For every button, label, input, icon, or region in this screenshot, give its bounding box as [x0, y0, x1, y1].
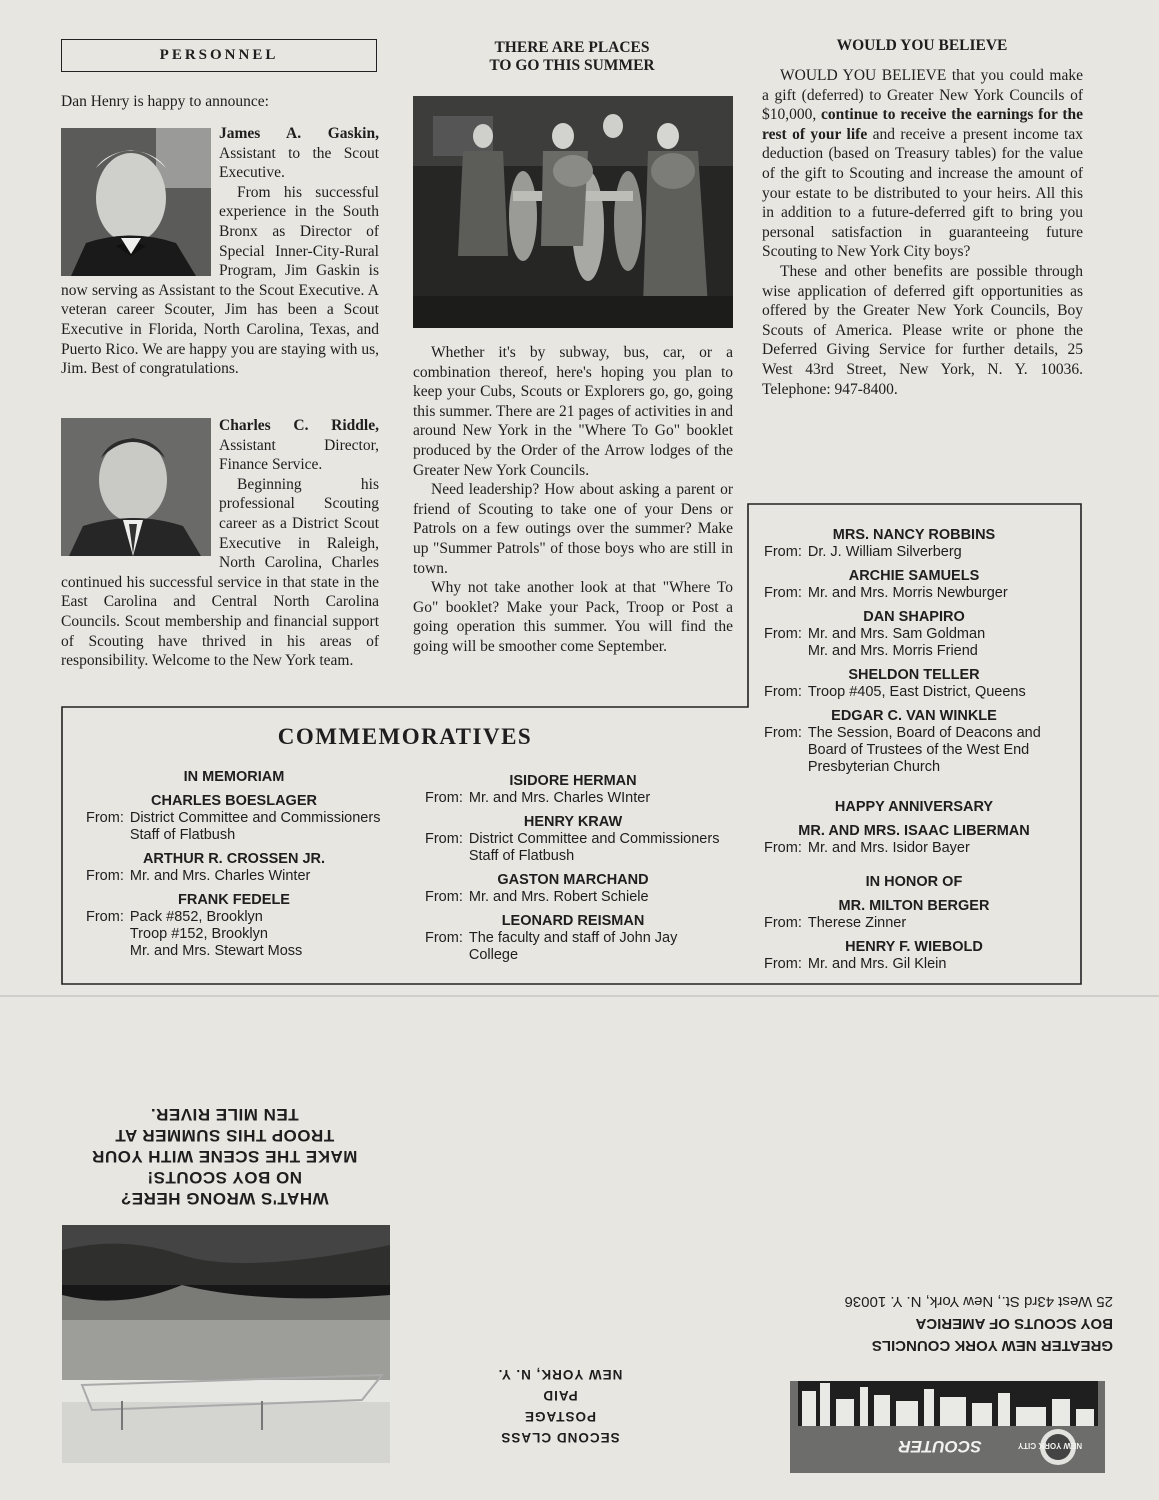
comm-name: HENRY KRAW — [523, 814, 623, 830]
comm-from-line: Pack #852, Brooklyn — [129, 909, 263, 925]
comm-from-line: Troop #152, Brooklyn — [129, 926, 268, 942]
gaskin-name: James A. Gaskin, — [219, 125, 379, 142]
comm-from: Mr. and Mrs. Morris Newburger — [807, 585, 1008, 601]
from-label: From: — [764, 684, 802, 700]
riddle-title: Assistant Director, Finance Service. — [219, 436, 379, 474]
scouts-subway-photo — [413, 96, 733, 328]
riddle-portrait-icon — [61, 418, 211, 556]
postage-line: POSTAGE — [524, 1409, 597, 1424]
comm-from: Mr. and Mrs. Robert Schiele — [468, 889, 649, 905]
from-label: From: — [425, 930, 463, 946]
gaskin-photo — [61, 128, 211, 276]
riddle-body: Beginning his professional Scouting career as a District Scout Executive in Raleigh, North Carolina, Charles continued his successful service in that state in the East Carolina and Central North Carolina Councils. Scout membership and financial support of Scouting have thrived in his areas of responsibility. Welcome to the New York team. — [61, 475, 379, 670]
comm-col3 — [764, 526, 1064, 973]
places-para3: Why not take another look at that "Where To Go" booklet? Make your Pack, Troop or Post a going operation this summer. You will find the going will be smoother come September. — [413, 579, 733, 655]
believe-p1-bold: continue to receive the earnings for the rest of your life — [762, 106, 1083, 143]
comm-name: LEONARD REISMAN — [501, 913, 645, 929]
from-label: From: — [764, 840, 802, 856]
places-heading — [412, 39, 732, 75]
places-para2: Need leadership? How about asking a parent or friend of Scouting to take one of your Dens or Patrols on a few outings over the summer? Make up "Summer Patrols" of those boys who are still in town. — [413, 481, 733, 577]
places-para1: Whether it's by subway, bus, car, or a combination thereof, here's hoping you plan to keep your Cubs, Scouts or Explorers go, go, going this summer. There are 21 pages of activities in and around New York in the "Where To Go" booklet produced by the Order of the Arrow lodges of the Greater New York Councils. — [413, 344, 733, 479]
from-label: From: — [764, 956, 802, 972]
from-label: From: — [764, 725, 802, 741]
from-label: From: — [425, 831, 463, 847]
ten-mile-river-caption — [62, 1104, 387, 1209]
places-text — [413, 343, 733, 657]
believe-heading: WOULD YOU BELIEVE — [836, 37, 1008, 54]
comm-name: MR. AND MRS. ISAAC LIBERMAN — [798, 823, 1030, 839]
believe-p2: These and other benefits are possible through wise application of deferred gift opportunities as offered by the Greater New York Councils, Boy Scouts of America. Please write or phone the Deferred Giving Service for further details, 25 West 43rd Street, New York, N. Y. 10036. Telephone: 947-8400. — [762, 262, 1083, 398]
believe-text — [762, 66, 1083, 399]
comm-name: MRS. NANCY ROBBINS — [832, 527, 996, 543]
believe-p1-a: WOULD YOU BELIEVE that you could make a gift (deferred) to Greater New York Councils of $10,000, — [762, 67, 1083, 124]
comm-name: DAN SHAPIRO — [863, 609, 965, 625]
caption-line: MAKE THE SCENE WITH YOUR — [91, 1147, 358, 1166]
in-memoriam-label: IN MEMORIAM — [183, 769, 285, 785]
from-label: From: — [764, 544, 802, 560]
gaskin-title: Assistant to the Scout Executive. — [219, 144, 379, 182]
skyline-masthead-icon — [790, 1381, 1105, 1473]
comm-from: Therese Zinner — [807, 915, 907, 931]
return-address — [783, 1290, 1113, 1356]
return-line: GREATER NEW YORK COUNCILS — [871, 1337, 1113, 1354]
happy-anniversary-label: HAPPY ANNIVERSARY — [834, 799, 994, 815]
comm-from: Mr. and Mrs. Charles Winter — [129, 868, 311, 884]
places-heading-line1: THERE ARE PLACES — [494, 39, 650, 56]
from-label: From: — [86, 909, 124, 925]
comm-from: District Committee and Commissioners Staff of Flatbush — [129, 810, 381, 843]
comm-name: EDGAR C. VAN WINKLE — [831, 708, 997, 724]
comm-from: District Committee and Commissioners Staff of Flatbush — [468, 831, 720, 864]
in-honor-of-label: IN HONOR OF — [865, 874, 963, 890]
from-label: From: — [86, 868, 124, 884]
comm-name: ARCHIE SAMUELS — [848, 568, 980, 584]
from-label: From: — [86, 810, 124, 826]
river-landscape-icon — [62, 1225, 390, 1463]
comm-from-line: Mr. and Mrs. Morris Friend — [807, 643, 978, 659]
comm-name: GASTON MARCHAND — [497, 872, 649, 888]
personnel-heading: PERSONNEL — [159, 47, 279, 63]
comm-from: Mr. and Mrs. Isidor Bayer — [807, 840, 970, 856]
places-heading-line2: TO GO THIS SUMMER — [489, 57, 655, 74]
comm-from: The faculty and staff of John Jay College — [468, 930, 678, 963]
comm-col1 — [86, 768, 382, 960]
comm-from: Mr. and Mrs. Gil Klein — [807, 956, 947, 972]
personnel-intro: Dan Henry is happy to announce: — [61, 93, 269, 110]
from-label: From: — [764, 915, 802, 931]
gaskin-portrait-icon — [61, 128, 211, 276]
fold-line — [0, 995, 1159, 997]
personnel-heading-box — [61, 39, 377, 72]
return-line: 25 West 43rd St., New York, N. Y. 10036 — [844, 1293, 1113, 1310]
postage-line: SECOND CLASS — [500, 1430, 620, 1445]
comm-from-line: Mr. and Mrs. Stewart Moss — [129, 943, 303, 959]
subway-turnstile-scene-icon — [413, 96, 733, 328]
riddle-block — [61, 416, 379, 671]
comm-name: MR. MILTON BERGER — [838, 898, 990, 914]
river-photo — [62, 1225, 390, 1463]
gaskin-block — [61, 124, 379, 379]
caption-line: WHAT'S WRONG HERE? — [120, 1189, 329, 1208]
comm-name: ISIDORE HERMAN — [509, 773, 637, 789]
postage-line: NEW YORK, N. Y. — [497, 1367, 623, 1382]
caption-line: NO BOY SCOUTS! — [147, 1168, 302, 1187]
comm-name: HENRY F. WIEBOLD — [845, 939, 983, 955]
caption-line: TEN MILE RIVER. — [150, 1105, 299, 1124]
riddle-photo — [61, 418, 211, 556]
commemoratives-heading: COMMEMORATIVES — [277, 724, 533, 749]
postage-indicia — [485, 1364, 635, 1448]
comm-from: Dr. J. William Silverberg — [807, 544, 962, 560]
comm-from: Mr. and Mrs. Charles WInter — [468, 790, 651, 806]
comm-name: ARTHUR R. CROSSEN JR. — [142, 851, 326, 867]
comm-from-line: Mr. and Mrs. Sam Goldman — [807, 626, 986, 642]
comm-from: Troop #405, East District, Queens — [807, 684, 1026, 700]
postage-line: PAID — [542, 1388, 578, 1403]
from-label: From: — [764, 626, 802, 642]
comm-name: SHELDON TELLER — [848, 667, 980, 683]
masthead-title: SCOUTER — [898, 1437, 982, 1456]
masthead-banner — [790, 1381, 1105, 1473]
comm-name: CHARLES BOESLAGER — [151, 793, 317, 809]
from-label: From: — [425, 889, 463, 905]
riddle-name: Charles C. Riddle, — [219, 417, 379, 434]
from-label: From: — [764, 585, 802, 601]
masthead-small: NEW YORK CITY — [1017, 1441, 1083, 1450]
gaskin-body: From his successful experience in the South Bronx as Director of Special Inner-City-Rural Program, Jim Gaskin is now serving as Assistant to the Scout Executive. A veteran career Scouter, Jim has been a Scout Executive in Florida, North Carolina, Texas, and Puerto Rico. We are happy you are staying with us, Jim. Best of congratulations. — [61, 183, 379, 378]
comm-from: The Session, Board of Deacons and Board of Trustees of the West End Presbyterian Church — [807, 725, 1041, 775]
comm-name: FRANK FEDELE — [178, 892, 290, 908]
caption-line: TROOP THIS SUMMER AT — [114, 1126, 335, 1145]
comm-col2 — [425, 772, 721, 964]
return-line: BOY SCOUTS OF AMERICA — [915, 1315, 1113, 1332]
from-label: From: — [425, 790, 463, 806]
believe-p1-b: and receive a present income tax deduction (based on Treasury tables) for the value of the gift to Scouting and increase the amount of your estate to be distributed to your heirs. All this in addition to a future-deferred gift to bring you personal satisfaction in guaranteeing future Scouting to New York City boys? — [762, 125, 1083, 261]
